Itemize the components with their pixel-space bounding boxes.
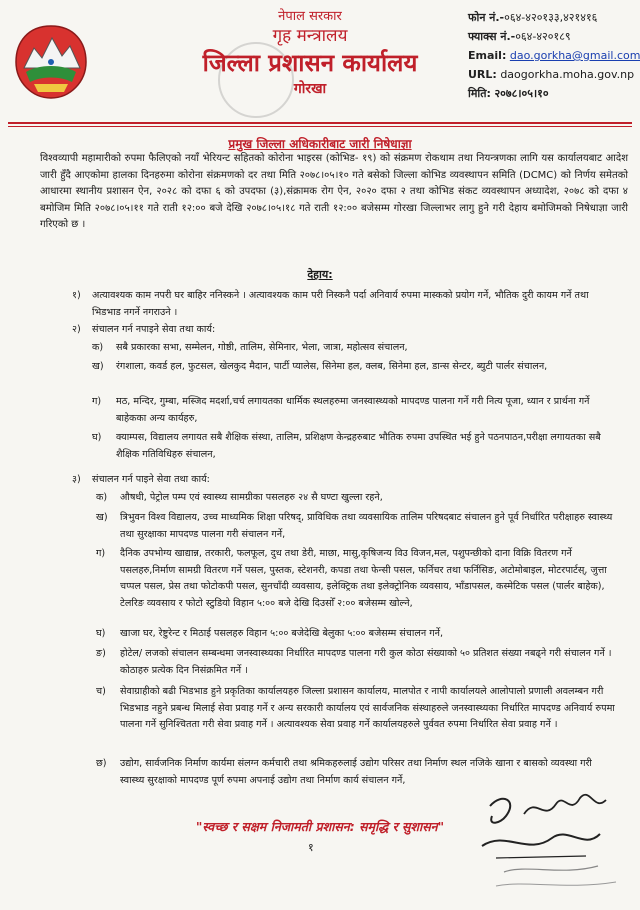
date-value: २०७८।०५।१०: [494, 87, 549, 100]
subitem-text: होटेल/ लजको संचालन सम्बन्धमा जनस्वास्थ्यका निर्धारित मापदण्ड पालना गरी कुल कोठा संख्याको ५० प्रतिशत संख्या नबढ्ने गरी संचालन गर्ने । कोठाहरु प्रत्येक दिन निसंक्रमित गर्ने ।: [120, 648, 612, 676]
section-heading: देहाय:: [307, 268, 333, 281]
subitem-text: सेवाग्राहीको बढी भिडभाड हुने प्रकृतिका कार्यालयहरु जिल्ला प्रशासन कार्यालय, मालपोत र नापी कार्यालयले आलोपालो प्रणाली अवलम्बन गरी भिडभाड नहुने प्रबन्ध मिलाई सेवा प्रवाह गर्ने र अन्य सरकारी कार्यालय एवं सार्वजनिक संस्थाहरुले जनस्वास्थ्यका निर्धारित मापदण्ड अनिवार्य रुपमा पालना गर्ने सुनिश्चितता गरी सेवा प्रवाह गर्ने । अत्यावश्यक सेवा प्रवाह गर्ने कार्यालयहरुले पुर्ववत रुपमा निर्धारित सेवा प्रवाह गर्ने ।: [120, 686, 615, 730]
header-divider-thin: [8, 126, 632, 127]
subitem-text: औषधी, पेट्रोल पम्प एवं स्वास्थ्य सामग्रीका पसलहरु २४ सै घण्टा खुल्ला रहने,: [120, 492, 383, 503]
footer-slogan: "स्वच्छ र सक्षम निजामती प्रशासन: समृद्धि र सुशासन": [195, 819, 445, 834]
subitem-letter: ङ): [96, 648, 106, 659]
email-label: Email:: [468, 49, 507, 62]
fax-label: फ्याक्स नं.-: [468, 30, 516, 43]
item-number: १): [72, 290, 81, 301]
phone-value: ०६४-४२०१३३,४२१४१६: [504, 11, 598, 24]
subitem-text: रंगशाला, कवर्ड हल, फुटसल, खेलकुद मैदान, पार्टी प्यालेस, सिनेमा हल, क्लब, सिनेमा हल, डान्स सेन्टर, ब्युटी पार्लर संचालन,: [116, 361, 548, 372]
item-number: ३): [72, 474, 81, 485]
url-row: [468, 65, 638, 84]
phone-label: फोन नं.-: [468, 11, 505, 24]
subitem-text: मठ, मन्दिर, गुम्बा, मस्जिद मदर्शा,चर्च लगायतका धार्मिक स्थलहरुमा जनस्वास्थ्यको मापदण्ड पालना गर्ने गरी नित्य पूजा, ध्यान र प्रार्थना गर्ने बाहेकका अन्य कार्यहरु,: [116, 396, 590, 424]
nepal-emblem-icon: [12, 22, 90, 102]
subitem-text: खाजा घर, रेष्टुरेन्ट र मिठाई पसलहरु विहान ५:०० बजेदेखि बेलुका ५:०० बजेसम्म संचालन गर्ने,: [120, 628, 444, 639]
subitem-text: दैनिक उपभोग्य खाद्यान्न, तरकारी, फलफूल, दुध तथा डेरी, माछा, मासु,कृषिजन्य विउ विजन,मल, पशुपन्छीको दाना विक्रि वितरण गर्ने पसलहरु,निर्माण सामग्री वितरण गर्ने पसल, पुस्तक, स्टेशनरी, कपडा तथा फेन्सी पसल, फर्निचर तथा फर्निसिङ, अटोमोबाइल, मोटरपार्टस्, जुत्ता चप्पल पसल, प्रेस तथा फोटोकपी पसल, सुनचाँदी व्यवसाय, इलेक्ट्रिक तथा इलेक्ट्रोनिक व्यवसाय, भाँडापसल, कस्मेटिक पसल (पार्लर बाहेक), टेलरिङ व्यवसाय र फोटो स्टुडियो विहान ५:०० बजे देखि दिउसोँ २:०० बजेसम्म खोल्ने,: [120, 548, 607, 609]
subitem-letter: छ): [96, 758, 107, 769]
intro-paragraph: विश्वव्यापी महामारीको रुपमा फैलिएको नयाँ भेरियन्ट सहितको कोरोना भाइरस (कोभिड- १९) को संक्रमण रोकथाम तथा नियन्त्रणका लागि यस कार्यालयबाट आदेश जारी हुँदै आएकोमा हालका दिनहरुमा कोरोना संक्रमणको दर तथा मिति २०७८।०५।१० गते बसेको जिल्ला कोभिड व्यवस्थापन समिति (DCMC) को निर्णय समेतको आधारमा स्थानीय प्रशासन ऐन, २०२८ को दफा ६ को उपदफा (३),संक्रामक रोग ऐन, २०२० दफा २ तथा कोभिड संकट व्यवस्थापन अध्यादेश, २०७८ को दफा ४ बमोजिम मिति २०७८।०५।११ गते राती १२:०० बजे देखि २०७८।०५।१८ गते राती १२:०० बजेसम्म गोरखा जिल्लाभर लागु हुने गरी देहाय बमोजिमको निषेधाज्ञा जारी गरिएको छ ।: [40, 153, 628, 230]
notice-title: प्रमुख जिल्ला अधिकारीबाट जारी निषेधाज्ञा: [228, 137, 412, 151]
fax-row: [468, 27, 638, 46]
date-row: [468, 84, 638, 103]
item-text: संचालन गर्न नपाइने सेवा तथा कार्य:: [92, 324, 216, 335]
subitem-letter: ग): [96, 548, 106, 559]
subitem-letter: घ): [96, 628, 106, 639]
url-label: URL:: [468, 68, 497, 81]
subitem-letter: ख): [92, 361, 104, 372]
email-row: [468, 46, 638, 65]
contact-block: [468, 8, 638, 103]
subitem-letter: ग): [92, 396, 102, 407]
subitem-letter: घ): [92, 432, 102, 443]
letterhead: [160, 8, 460, 99]
subitem-text: क्याम्पस, विद्यालय लगायत सबै शैक्षिक संस्था, तालिम, प्रशिक्षण केन्द्रहरुबाट भौतिक रुपमा उपस्थित भई हुने पठनपाठन,परीक्षा लगायतका सबै शैक्षिक गतिविधिहरु संचालन,: [116, 432, 601, 460]
item-text: अत्यावश्यक काम नपरी घर बाहिर ननिस्कने । अत्यावश्यक काम परी निस्कनै पर्दा अनिवार्य रुपमा मास्कको प्रयोग गर्ने, भौतिक दुरी कायम गर्ने तथा भिडभाड नगर्ने नगराउने ।: [92, 290, 589, 318]
subitem-text: उद्योग, सार्वजनिक निर्माण कार्यमा संलग्न कर्मचारी तथा श्रमिकहरुलाई उद्योग परिसर तथा निर्माण स्थल नजिके खाना र बासको व्यवस्था गरी स्वास्थ्य सुरक्षाको मापदण्ड पूर्ण रुपमा अपनाई उद्योग तथा निर्माण कार्य संचालन गर्ने,: [120, 758, 592, 786]
item-number: २): [72, 324, 81, 335]
district-name: गोरखा: [293, 81, 327, 97]
date-label: मिति:: [468, 87, 491, 100]
email-link[interactable]: dao.gorkha@gmail.com: [509, 49, 640, 62]
subitem-letter: क): [96, 492, 108, 503]
ministry-name: गृह मन्त्रालय: [272, 26, 348, 46]
page-number: १: [308, 841, 314, 854]
signature-icon: [466, 786, 636, 904]
item-text: संचालन गर्न पाइने सेवा तथा कार्य:: [92, 474, 210, 485]
subitem-letter: क): [92, 342, 104, 353]
office-name: जिल्ला प्रशासन कार्यालय: [202, 49, 418, 77]
header-divider: [8, 122, 632, 124]
subitem-text: सबै प्रकारका सभा, सम्मेलन, गोष्ठी, तालिम, सेमिनार, भेला, जात्रा, महोत्सव संचालन,: [116, 342, 408, 353]
subitem-letter: च): [96, 686, 106, 697]
subitem-letter: ख): [96, 512, 108, 523]
government-name: नेपाल सरकार: [278, 9, 342, 24]
fax-value: ०६४-४२०१८९: [515, 30, 571, 43]
phone-row: [468, 8, 638, 27]
subitem-text: त्रिभुवन विश्व विद्यालय, उच्च माध्यमिक शिक्षा परिषद्, प्राविधिक तथा व्यवसायिक तालिम परिषदबाट संचालन हुने पूर्व निर्धारित परीक्षाहरु स्वास्थ्य तथा सुरक्षाका मापदण्ड पालना गरी संचालन गर्ने,: [120, 512, 613, 540]
url-link[interactable]: daogorkha.moha.gov.np: [500, 68, 635, 81]
